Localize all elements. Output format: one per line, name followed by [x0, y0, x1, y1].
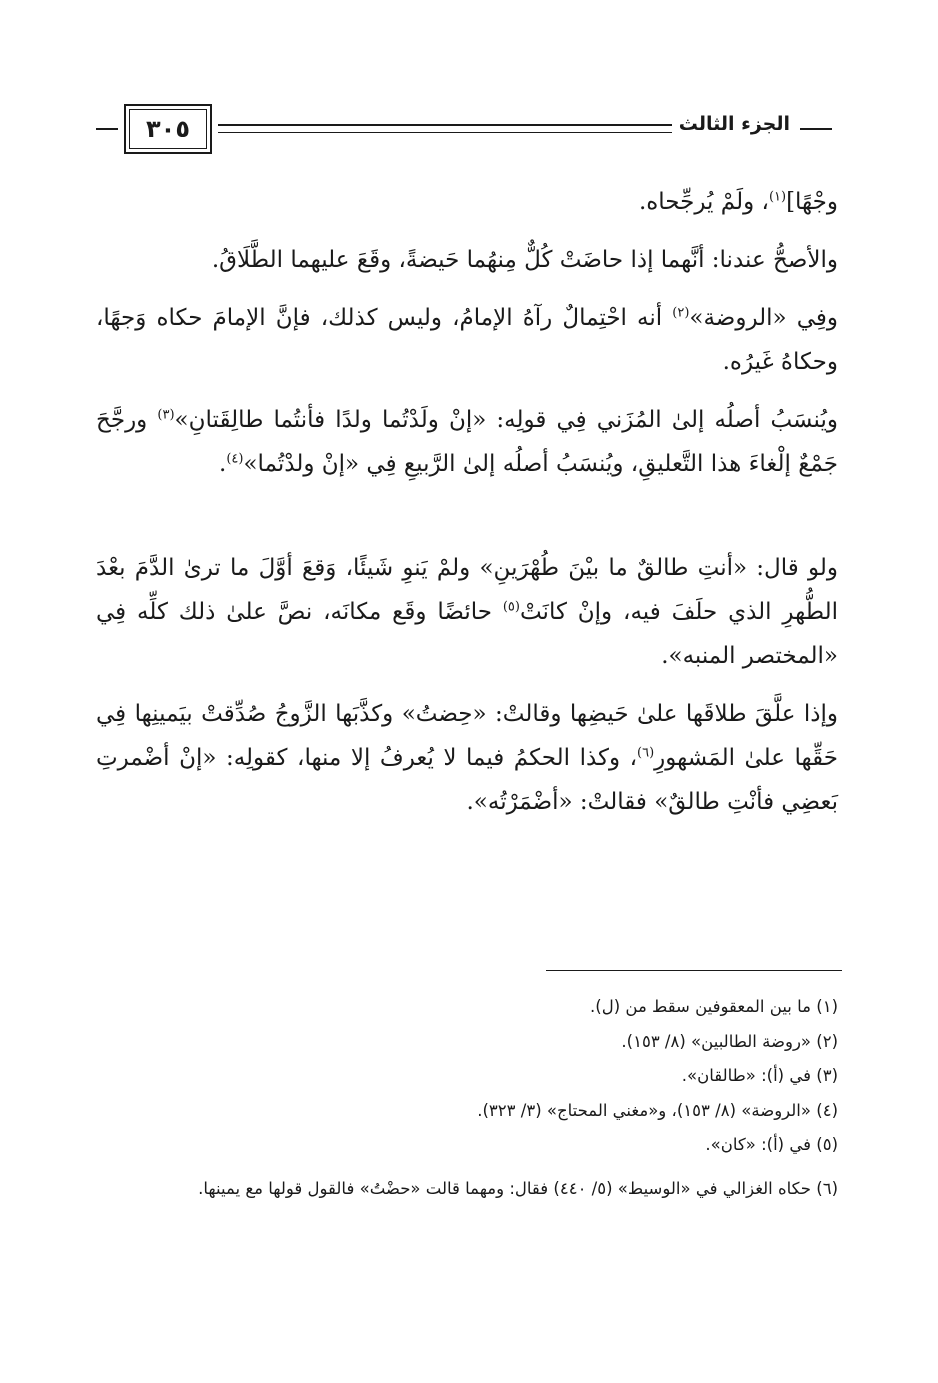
footnote-ref-2[interactable]: (٢): [672, 305, 690, 321]
paragraph-4-a: ويُنسَبُ أصلُه إلىٰ المُزَني فِي قولِه: «إنْ ولَدْتُما ولدًا فأنتُما طالِقَتانِ»: [174, 407, 838, 433]
header-dash-left: [96, 128, 118, 130]
paragraph-1-text: وجْهًا]: [786, 189, 838, 215]
footnotes: [96, 990, 838, 1215]
footnote-ref-4[interactable]: (٤): [226, 451, 244, 467]
header-dash-right: [800, 128, 832, 130]
paragraph-6: [96, 692, 838, 824]
header-rule: [218, 124, 672, 133]
page-header: [96, 104, 832, 158]
paragraph-6-a: وإذا علَّقَ طلاقَها علىٰ حَيضِها وقالتْ: «حِضتُ» وكذَّبَها الزَّوجُ صُدِّقتْ بيَمينِها فِي حَقِّها علىٰ المَشهورِ: [96, 701, 838, 771]
section-gap: [96, 500, 838, 546]
footnote-separator: [546, 970, 842, 971]
footnote-ref-1[interactable]: (١): [768, 189, 787, 205]
footnote-ref-6[interactable]: (٦): [637, 745, 655, 761]
paragraph-3: [96, 296, 838, 384]
paragraph-4-b: ورجَّحَ جَمْعٌ إلْغاءَ هذا التَّعليقِ، ويُنسَبُ أصلُه إلىٰ الرَّبيعِ فِي «إنْ ولدْتُما»: [96, 407, 838, 477]
footnote-5: (٥) في (أ): «كان».: [705, 1135, 838, 1154]
paragraph-2: والأصحُّ عندنا: أنَّهما إذا حاضَتْ كُلٌّ مِنهُما حَيضةً، وقَعَ عليهما الطَّلَاقُ.: [211, 247, 838, 273]
footnote-6: (٦) حكاه الغزالي في «الوسيط» (٥/ ٤٤٠) فقال: ومهما قالت «حضْتُ» فالقول قولها مع يمينها.: [198, 1178, 838, 1198]
footnote-3: (٣) في (أ): «طالقان».: [681, 1066, 838, 1085]
footnote-1: (١) ما بين المعقوفين سقط من (ل).: [590, 997, 838, 1016]
paragraph-6-b: ، وكذا الحكمُ فيما لا يُعرفُ إلا منها، كقولِه: «إنْ أضْمرتِ بَعضِي فأنْتِ طالقٌ» فقالتْ: «أضْمَرْتُه».: [96, 745, 838, 815]
paragraph-3-b: أنه احْتِمالٌ رآهُ الإمامُ، وليس كذلك، فإنَّ الإمامَ حكاه وَجهًا، وحكاهُ غَيرُه.: [96, 305, 838, 375]
paragraph-1: [96, 180, 838, 224]
paragraph-1-tail: ، ولَمْ يُرجِّحاه.: [638, 189, 769, 215]
page-number-frame: [124, 104, 212, 154]
paragraph-4: [96, 398, 838, 486]
paragraph-5-b: حائضًا وقَع مكانَه، نصَّ علىٰ ذلك كلِّه فِي «المختصر المنبه».: [96, 599, 838, 669]
page-number: ٣٠٥: [129, 109, 207, 149]
footnote-2: (٢) «روضة الطالبين» (٨/ ١٥٣).: [621, 1031, 838, 1051]
paragraph-4-c: .: [219, 451, 227, 477]
paragraph-5-a: ولو قال: «أنتِ طالقٌ ما بيْنَ طُهْرَينِ» ولمْ يَنوِ شَيئًا، وَقعَ أوَّلَ ما ترىٰ الدَّمَ بعْدَ الطُّهرِ الذي حلَفَ فيه، وإنْ كانَتْ: [96, 555, 838, 625]
paragraph-5: [96, 546, 838, 678]
footnote-ref-5[interactable]: (٥): [502, 599, 520, 615]
part-title: الجزء الثالث: [678, 113, 790, 135]
footnote-4: (٤) «الروضة» (٨/ ١٥٣)، و«مغني المحتاج» (٣/ ٣٢٣).: [477, 1100, 838, 1120]
main-text: [96, 180, 838, 838]
paragraph-3-a: وفِي «الروضة»: [689, 305, 838, 331]
footnote-ref-3[interactable]: (٣): [157, 407, 175, 423]
